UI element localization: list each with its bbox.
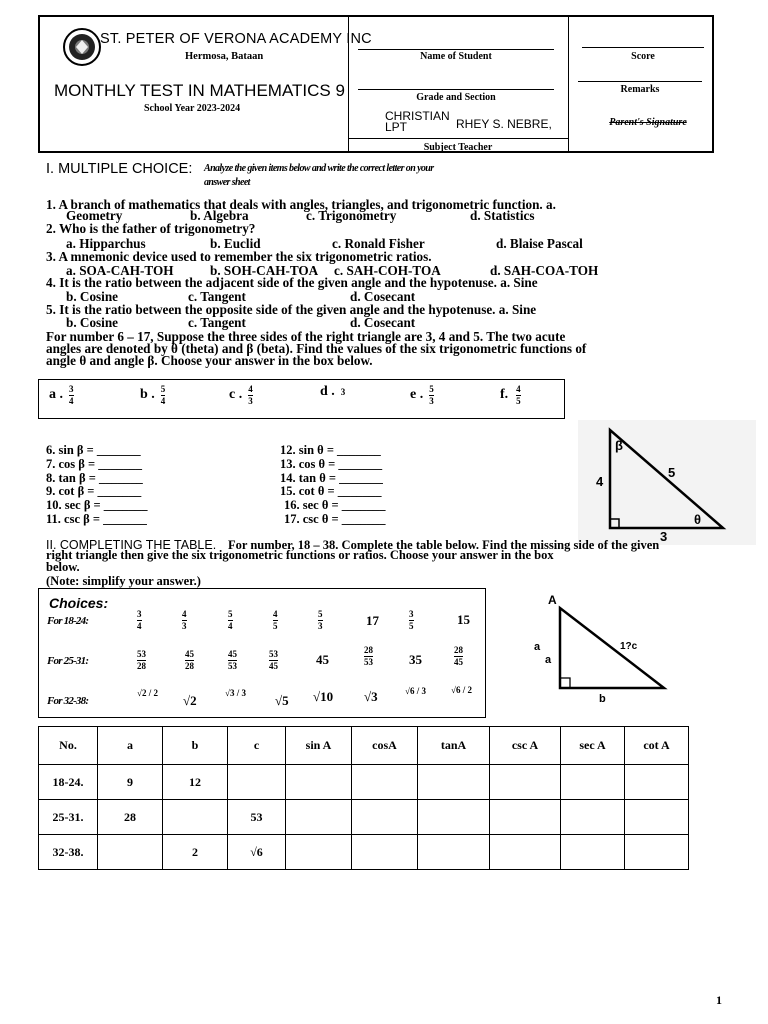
choices-box: [38, 588, 486, 718]
item-6: 6. sin β = _______: [46, 443, 141, 457]
q3-option: a. SOA-CAH-TOH: [66, 263, 174, 278]
choices-row1-label: For 18-24:: [47, 615, 89, 627]
part1-instruction: Analyze the given items below and write the correct letter on your answer sheet: [204, 163, 434, 188]
answer-choice-c: [229, 384, 253, 406]
item-15: 15. cot θ = _______: [280, 484, 382, 498]
table-cell: 2: [163, 835, 228, 870]
intro-line: For number 6 – 17, Suppose the three sides of the right triangle are 3, 4 and 5. The two acute: [46, 329, 566, 344]
choice-radical: √5: [275, 693, 289, 708]
item-14: 14. tan θ = _______: [280, 471, 383, 485]
numerator: 4: [248, 384, 253, 394]
table-cell[interactable]: [561, 765, 625, 800]
numerator: 5: [160, 384, 166, 394]
vertex-a-label: A: [548, 593, 557, 607]
choice-letter: e .: [410, 387, 424, 402]
table-cell[interactable]: [352, 765, 418, 800]
school-logo: [62, 27, 102, 67]
q3-option: b. SOH-CAH-TOA: [210, 263, 319, 278]
teacher-line: [348, 138, 568, 139]
choice-letter: d .: [320, 384, 335, 399]
choice-radical: √6 / 3: [405, 686, 426, 696]
choice-fraction: $\frac{3}{5}$: [409, 609, 414, 631]
part2-instruction: right triangle then give the six trigonometric functions or ratios. Choose your answer in the box: [46, 548, 554, 562]
choice-fraction: $\frac{28}{45}$: [454, 645, 463, 667]
part2-instruction: below.: [46, 560, 80, 574]
question-1: 1. A branch of mathematics that deals with angles, triangles, and trigonometric function. a.: [46, 197, 556, 212]
side-b-label: b: [599, 693, 606, 705]
part2-heading: II. COMPLETING THE TABLE.: [46, 538, 217, 552]
table-cell: 18-24.: [39, 765, 98, 800]
item-7: 7. cos β = _______: [46, 457, 142, 471]
choice-fraction: $\frac{53}{28}$: [137, 649, 146, 671]
test-header: [38, 15, 714, 153]
q4-option: c. Tangent: [188, 289, 246, 304]
q1-option: Geometry: [66, 208, 123, 223]
table-cell[interactable]: [98, 835, 163, 870]
choice-value: 15: [457, 612, 470, 627]
table-row: [39, 765, 689, 800]
q3-option: c. SAH-COH-TOA: [334, 263, 441, 278]
question-3: 3. A mnemonic device used to remember the six trigonometric ratios.: [46, 249, 432, 264]
choice-radical: √2: [183, 693, 197, 708]
choice-value: 35: [409, 652, 422, 667]
choice-fraction: $\frac{5}{3}$: [318, 609, 323, 631]
school-name: ST. PETER OF VERONA ACADEMY INC: [100, 31, 372, 47]
item-9: 9. cot β = _______: [46, 484, 142, 498]
table-cell: 32-38.: [39, 835, 98, 870]
item-11: 11. csc β = _______: [46, 512, 147, 526]
table-header: sin A: [286, 727, 352, 765]
item-13: 13. cos θ = _______: [280, 457, 383, 471]
table-row: [39, 800, 689, 835]
numerator: 3: [69, 384, 74, 394]
q1-option: c. Trigonometry: [306, 208, 397, 223]
choice-fraction: $\frac{28}{53}$: [364, 645, 373, 667]
denominator: 3: [248, 396, 253, 406]
table-header: cosA: [352, 727, 418, 765]
choice-value: 17: [366, 613, 379, 628]
table-cell[interactable]: [286, 765, 352, 800]
subject-teacher-label: Subject Teacher: [423, 142, 493, 153]
choice-letter: c .: [229, 387, 243, 402]
choice-fraction: $\frac{3}{4}$: [137, 609, 142, 631]
choice-letter: f.: [500, 387, 509, 402]
teacher-first-name: CHRISTIAN: [385, 109, 450, 123]
table-cell: 9: [98, 765, 163, 800]
table-header: tanA: [418, 727, 490, 765]
q4-option: d. Cosecant: [350, 289, 416, 304]
side-4-label: 4: [596, 474, 604, 489]
intro-line: angle θ and angle β. Choose your answer in the box below.: [46, 353, 373, 368]
q2-option: b. Euclid: [210, 236, 261, 251]
table-cell[interactable]: [490, 765, 561, 800]
side-3-label: 3: [660, 529, 668, 544]
item-10: 10. sec β = _______: [46, 498, 148, 512]
item-16: 16. sec θ = _______: [284, 498, 386, 512]
table-cell[interactable]: [418, 835, 490, 870]
grade-section-label: Grade and Section: [416, 92, 496, 103]
choice-letter: a .: [49, 387, 63, 402]
q2-option: d. Blaise Pascal: [496, 236, 583, 251]
answer-choice-b: [140, 384, 165, 406]
answer-choice-f: [500, 384, 521, 406]
choice-fraction: $\frac{4}{3}$: [182, 609, 187, 631]
remarks-label: Remarks: [620, 84, 660, 95]
score-label: Score: [631, 51, 655, 62]
table-header: sec A: [561, 727, 625, 765]
table-cell: √6: [228, 835, 286, 870]
choice-fraction: $\frac{45}{28}$: [185, 649, 194, 671]
choice-fraction: $\frac{5}{4}$: [228, 609, 233, 631]
table-cell[interactable]: [561, 835, 625, 870]
table-header: csc A: [490, 727, 561, 765]
teacher-title: LPT: [385, 120, 408, 134]
side-a-label: a: [545, 654, 552, 666]
item-8: 8. tan β = _______: [46, 471, 143, 485]
table-header: a: [98, 727, 163, 765]
table-cell[interactable]: [625, 765, 689, 800]
table-header-row: [39, 727, 689, 765]
table-cell[interactable]: [286, 800, 352, 835]
q2-option: a. Hipparchus: [66, 236, 146, 251]
table-header: cot A: [625, 727, 689, 765]
q4-option: b. Cosine: [66, 289, 119, 304]
choice-letter: b .: [140, 387, 155, 402]
table-cell[interactable]: [352, 800, 418, 835]
table-cell: 28: [98, 800, 163, 835]
denominator: 4: [160, 396, 166, 406]
answer-choice-e: [410, 384, 434, 406]
q5-option: c. Tangent: [188, 315, 246, 330]
answer-choice-d: [320, 384, 345, 400]
table-cell[interactable]: [490, 800, 561, 835]
hypotenuse-5-label: 5: [668, 465, 676, 480]
table-header: No.: [39, 727, 98, 765]
table-cell[interactable]: [418, 800, 490, 835]
right-triangle-abc-diagram: [528, 592, 688, 710]
name-line: [358, 49, 554, 50]
numerator: 4: [516, 384, 521, 394]
test-title: MONTHLY TEST IN MATHEMATICS 9: [54, 81, 345, 100]
choice-fraction: $\frac{45}{53}$: [228, 649, 237, 671]
answer-choices-box: [38, 379, 565, 419]
table-cell[interactable]: [228, 765, 286, 800]
choice-radical: √2 / 2: [137, 688, 158, 698]
part1-heading: I. MULTIPLE CHOICE:: [46, 161, 193, 177]
parents-signature-label: Parent's Signature: [609, 117, 687, 128]
grade-line: [358, 89, 554, 90]
q1-option: d. Statistics: [470, 208, 535, 223]
choice-fraction: $\frac{4}{5}$: [273, 609, 278, 631]
choice-value: 45: [316, 652, 329, 667]
table-cell: 25-31.: [39, 800, 98, 835]
denominator: 3: [429, 396, 434, 406]
question-2: 2. Who is the father of trigonometry?: [46, 221, 256, 236]
table-cell[interactable]: [625, 835, 689, 870]
numerator: 3: [340, 387, 346, 397]
question-5: 5. It is the ratio between the opposite side of the given angle and the hypotenuse. a. Sine: [46, 302, 537, 317]
table-row: [39, 835, 689, 870]
intro-line: angles are denoted by θ (theta) and β (beta). Find the values of the six trigonometric functions of: [46, 341, 587, 356]
school-address: Hermosa, Bataan: [185, 51, 264, 62]
choice-fraction: $\frac{53}{45}$: [269, 649, 278, 671]
table-header: c: [228, 727, 286, 765]
choice-radical: √3: [364, 689, 378, 704]
table-cell: 53: [228, 800, 286, 835]
table-cell: 12: [163, 765, 228, 800]
q3-option: d. SAH-COA-TOH: [490, 263, 599, 278]
table-cell[interactable]: [490, 835, 561, 870]
item-17: 17. csc θ = _______: [284, 512, 386, 526]
teacher-last-name: RHEY S. NEBRE,: [456, 117, 552, 131]
school-year: School Year 2023-2024: [144, 103, 241, 114]
table-cell[interactable]: [286, 835, 352, 870]
right-triangle-diagram: [578, 420, 756, 545]
choices-title: Choices:: [49, 595, 109, 611]
denominator: 5: [516, 396, 521, 406]
table-header: b: [163, 727, 228, 765]
choices-row3-label: For 32-38:: [47, 695, 89, 707]
choice-radical: √10: [313, 689, 334, 704]
page-number: 1: [716, 993, 722, 1007]
side-a-label: a: [534, 641, 541, 653]
part2-instruction: For number, 18 – 38. Complete the table below. Find the missing side of the given: [228, 538, 660, 552]
choice-radical: √6 / 2: [451, 685, 472, 695]
table-cell[interactable]: [625, 800, 689, 835]
remarks-line: [578, 81, 702, 82]
question-4: 4. It is the ratio between the adjacent side of the given angle and the hypotenuse. a. Sine: [46, 275, 538, 290]
score-line: [582, 47, 704, 48]
q5-option: d. Cosecant: [350, 315, 416, 330]
choices-row2-label: For 25-31:: [47, 655, 89, 667]
table-cell[interactable]: [163, 800, 228, 835]
table-cell[interactable]: [418, 765, 490, 800]
trig-table: [38, 726, 689, 870]
choice-radical: √3 / 3: [225, 688, 246, 698]
q2-option: c. Ronald Fisher: [332, 236, 425, 251]
denominator: 4: [69, 396, 74, 406]
theta-label: θ: [694, 512, 702, 527]
beta-label: β: [615, 438, 623, 453]
item-12: 12. sin θ = _______: [280, 443, 381, 457]
table-cell[interactable]: [561, 800, 625, 835]
numerator: 5: [429, 384, 434, 394]
q5-option: b. Cosine: [66, 315, 119, 330]
part2-note: (Note: simplify your answer.): [46, 574, 201, 588]
side-c-label: 1?c: [620, 641, 638, 652]
name-of-student-label: Name of Student: [420, 51, 492, 62]
table-cell[interactable]: [352, 835, 418, 870]
answer-choice-a: [49, 384, 74, 406]
header-divider: [568, 17, 569, 151]
q1-option: b. Algebra: [190, 208, 249, 223]
